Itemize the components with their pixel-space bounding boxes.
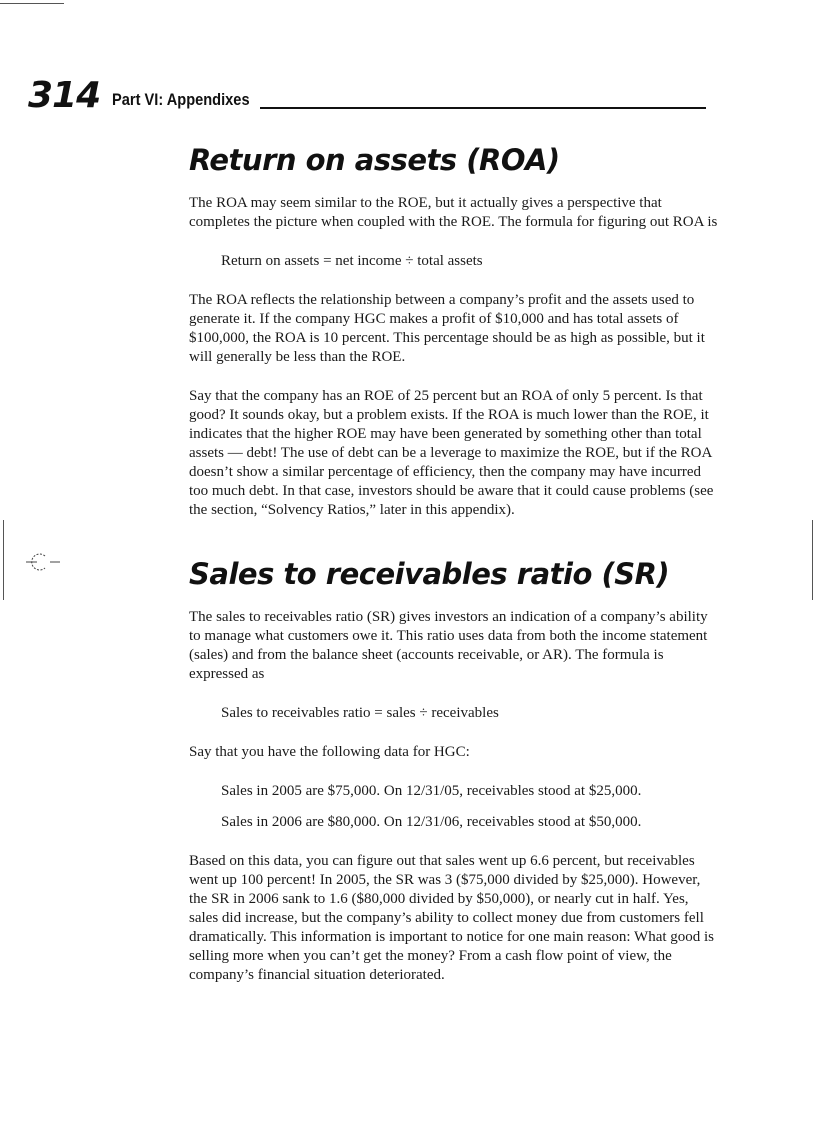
sr-data-2005: Sales in 2005 are $75,000. On 12/31/05, receivables stood at $25,000.: [221, 783, 642, 799]
header-rule: [260, 107, 706, 109]
heading-roa: Return on assets (ROA): [189, 143, 560, 177]
sr-data-intro: Say that you have the following data for HGC:: [189, 744, 470, 760]
roa-formula: Return on assets = net income ÷ total assets: [221, 253, 483, 269]
roa-intro-paragraph: The ROA may seem similar to the ROE, but it actually gives a perspective that completes the picture when coupled with the ROE. The formula for figuring out ROA is: [189, 195, 718, 230]
sr-data-2006: Sales in 2006 are $80,000. On 12/31/06, receivables stood at $50,000.: [221, 814, 642, 830]
sr-intro-paragraph: The sales to receivables ratio (SR) gives investors an indication of a company’s ability to manage what customers owe it. This ratio uses data from both the income statement (sales) and from the balance sheet (accounts receivable, or AR). The formula is expressed as: [189, 609, 708, 682]
crop-mark-top-left: [0, 3, 64, 4]
roa-example-paragraph: Say that the company has an ROE of 25 percent but an ROA of only 5 percent. Is that good? It sounds okay, but a problem exists. If the ROA is much lower than the ROE, it indicates that the higher ROE may have been generated by something other than total assets — debt! The use of debt can be a leverage to maximize the ROE, but if the ROA doesn’t show a similar percentage of efficiency, then the company may have incurred too much debt. In that case, investors should be aware that it could cause problems (see the section, “Solvency Ratios,” later in this appendix).: [189, 388, 714, 518]
roa-explanation-paragraph: The ROA reflects the relationship between a company’s profit and the assets used to generate it. If the company HGC makes a profit of $10,000 and has total assets of $100,000, the ROA is 10 percent. This percentage should be as high as possible, but it will generally be less than the ROE.: [189, 292, 705, 365]
section-title: Part VI: Appendixes: [112, 90, 250, 109]
crop-mark-left: [3, 520, 4, 600]
page-number: 314: [28, 75, 101, 116]
page-header: [28, 76, 706, 116]
crop-mark-right: [812, 520, 813, 600]
page-content: [189, 140, 719, 1005]
heading-sr: Sales to receivables ratio (SR): [189, 557, 670, 591]
registration-mark-icon: [22, 550, 62, 574]
sr-formula: Sales to receivables ratio = sales ÷ receivables: [221, 705, 499, 721]
sr-analysis-paragraph: Based on this data, you can figure out that sales went up 6.6 percent, but receivables went up 100 percent! In 2005, the SR was 3 ($75,000 divided by $25,000). However, the SR in 2006 sank to 1.6 ($80,000 divided by $50,000), or nearly cut in half. Yes, sales did increase, but the company’s ability to collect money due from customers fell dramatically. This information is important to notice for one main reason: What good is selling more when you can’t get the money? From a cash flow point of view, the company’s financial situation deteriorated.: [189, 853, 715, 983]
